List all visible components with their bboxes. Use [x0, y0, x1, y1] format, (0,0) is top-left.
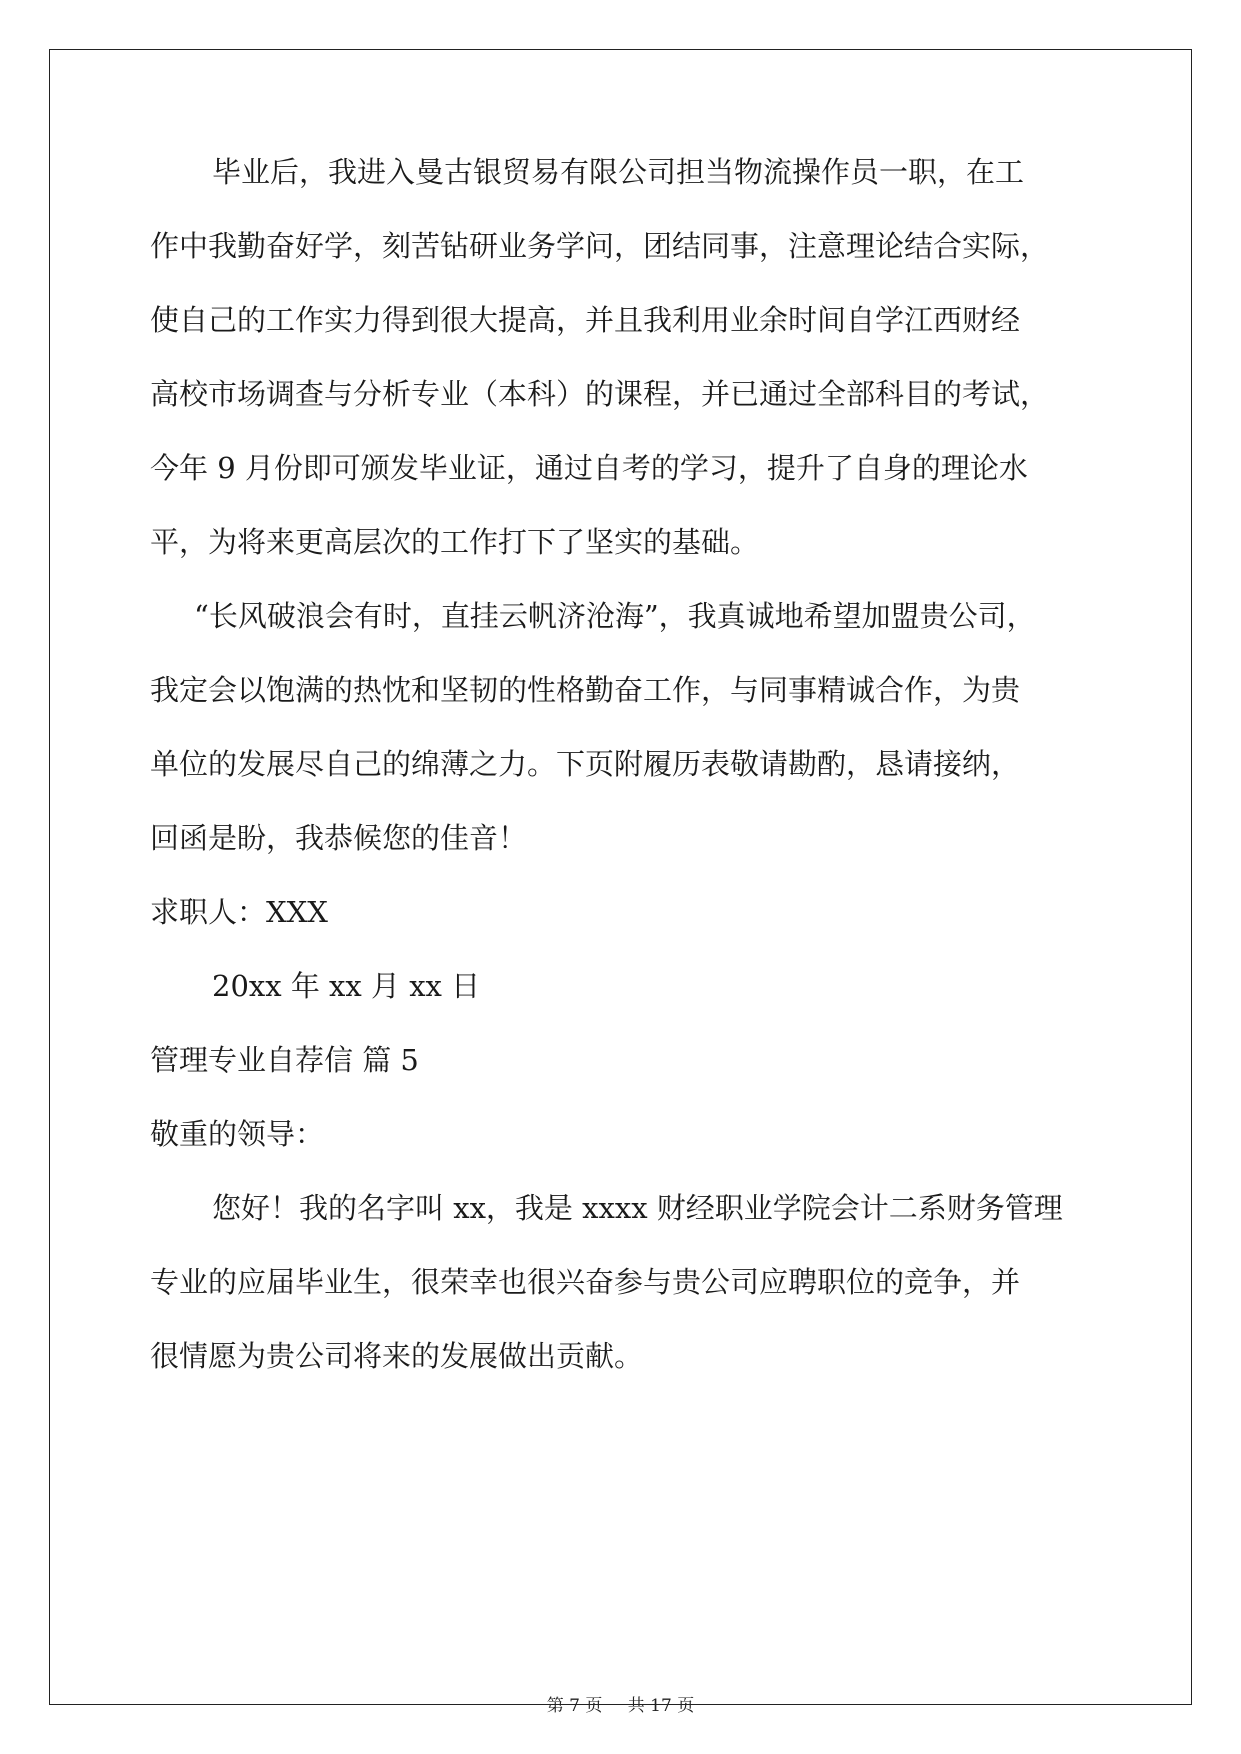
page-total: 共 17 页 — [627, 1696, 695, 1716]
salutation: 敬重的领导： — [150, 1117, 325, 1151]
paragraph-line: 我定会以饱满的热忱和坚韧的性格勤奋工作，与同事精诚合作，为贵 — [150, 673, 1021, 707]
page-footer — [0, 1691, 1241, 1716]
paragraph-line: 平，为将来更高层次的工作打下了坚实的基础。 — [150, 525, 760, 559]
document-page — [49, 49, 1192, 1705]
page-number: 第 7 页 — [546, 1696, 603, 1716]
paragraph-line: “长风破浪会有时，直挂云帆济沧海”，我真诚地希望加盟贵公司， — [194, 599, 1036, 633]
paragraph-line: 毕业后，我进入曼古银贸易有限公司担当物流操作员一职，在工 — [212, 155, 1025, 189]
paragraph-line: 使自己的工作实力得到很大提高，并且我利用业余时间自学江西财经 — [150, 303, 1021, 337]
paragraph-line: 作中我勤奋好学，刻苦钻研业务学问，团结同事，注意理论结合实际， — [150, 229, 1050, 263]
paragraph-line: 很情愿为贵公司将来的发展做出贡献。 — [150, 1339, 644, 1373]
paragraph-line: 回函是盼，我恭候您的佳音！ — [150, 821, 528, 855]
paragraph-line: 单位的发展尽自己的绵薄之力。下页附履历表敬请勘酌，恳请接纳， — [150, 747, 1021, 781]
paragraph-line: 专业的应届毕业生，很荣幸也很兴奋参与贵公司应聘职位的竞争，并 — [150, 1265, 1021, 1299]
paragraph-line: 您好！我的名字叫 xx，我是 xxxx 财经职业学院会计二系财务管理 — [212, 1191, 1063, 1225]
signature-line: 求职人：XXX — [150, 895, 328, 929]
paragraph-line: 今年 9 月份即可颁发毕业证，通过自考的学习，提升了自身的理论水 — [150, 451, 1028, 485]
paragraph-line: 高校市场调查与分析专业（本科）的课程，并已通过全部科目的考试， — [150, 377, 1050, 411]
date-line: 20xx 年 xx 月 xx 日 — [212, 969, 481, 1003]
section-title: 管理专业自荐信 篇 5 — [150, 1043, 419, 1077]
